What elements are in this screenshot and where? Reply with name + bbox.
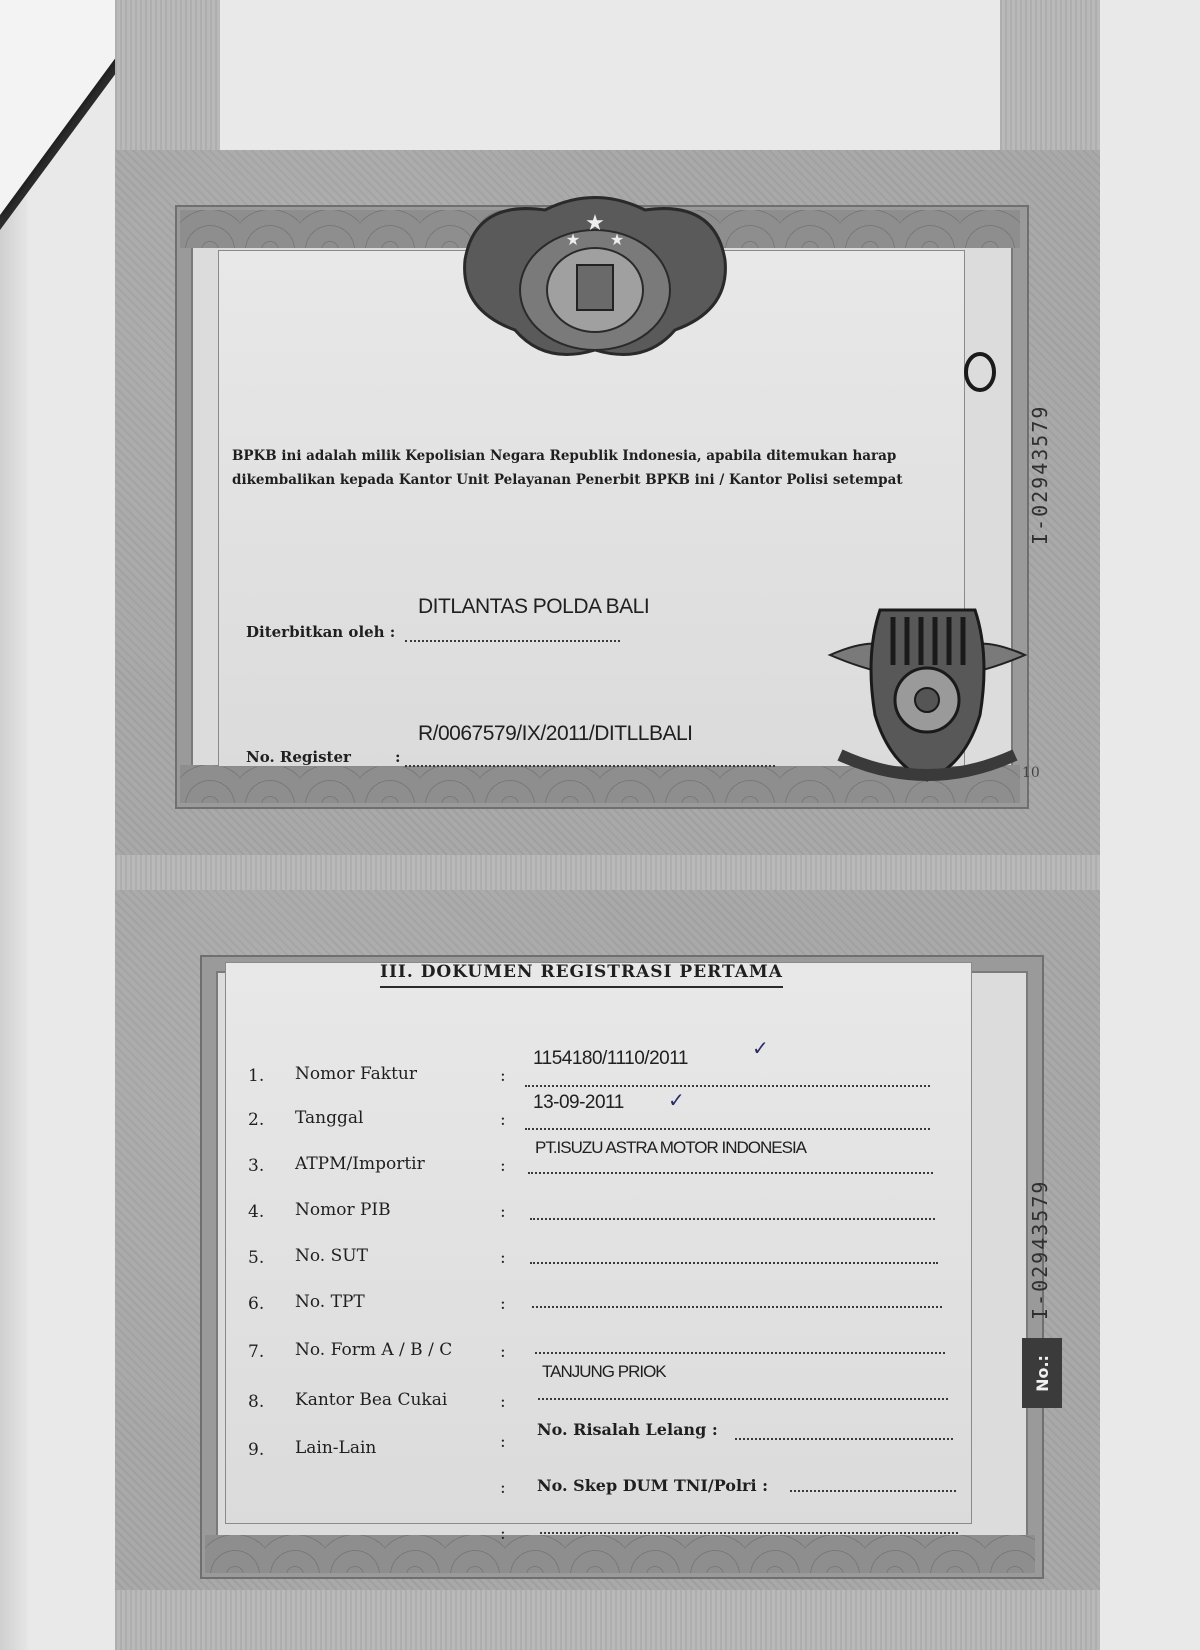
issued-by-label: Diterbitkan oleh : [246, 623, 396, 641]
row-colon: : [500, 1156, 506, 1176]
row-dotted-line [538, 1398, 948, 1400]
top-serial-number: I-02943579 [1028, 404, 1052, 545]
row-label-nomor-pib: Nomor PIB [295, 1200, 391, 1220]
row-number: 4. [248, 1202, 265, 1222]
issued-by-dotted-line [405, 640, 620, 642]
scan-shadow-right [1000, 0, 1100, 150]
risalah-lelang-label: No. Risalah Lelang : [537, 1420, 718, 1439]
row-dotted-line [540, 1532, 958, 1534]
row-colon: : [500, 1202, 506, 1222]
row-colon: : [500, 1432, 506, 1452]
row-dotted-line [528, 1172, 933, 1174]
check-mark-icon: ✓ [752, 1036, 769, 1060]
row-colon: : [500, 1478, 506, 1498]
svg-text:★: ★ [609, 230, 625, 249]
nomor-faktur-value: 1154180/1110/2011 [533, 1048, 688, 1069]
section-heading: III. DOKUMEN REGISTRASI PERTAMA [380, 962, 783, 988]
row-label-no-sut: No. SUT [295, 1246, 368, 1266]
punch-hole-ring [960, 350, 1000, 395]
row-number: 6. [248, 1294, 265, 1314]
row-number: 2. [248, 1110, 265, 1130]
scan-shadow-left [115, 0, 220, 150]
row-number: 9. [248, 1440, 265, 1460]
issued-by-value: DITLANTAS POLDA BALI [418, 595, 650, 618]
row-colon: : [500, 1392, 506, 1412]
row-colon: : [500, 1294, 506, 1314]
svg-text:★: ★ [565, 230, 581, 249]
row-colon: : [500, 1066, 506, 1086]
scan-gap-strip [115, 855, 1100, 895]
ownership-statement-line-2: dikembalikan kepada Kantor Unit Pelayanan Penerbit BPKB ini / Kantor Polisi setempat [232, 472, 903, 488]
row-dotted-line [532, 1306, 942, 1308]
atpm-importir-value: PT.ISUZU ASTRA MOTOR INDONESIA [535, 1138, 807, 1157]
row-label-atpm-importir: ATPM/Importir [295, 1154, 425, 1174]
svg-text:★: ★ [585, 211, 605, 236]
row-dotted-line [530, 1218, 935, 1220]
row-label-nomor-faktur: Nomor Faktur [295, 1064, 417, 1084]
row-colon: : [500, 1248, 506, 1268]
top-page-marker: 10 [1022, 765, 1040, 781]
skep-dum-label: No. Skep DUM TNI/Polri : [537, 1476, 769, 1495]
row-label-tanggal: Tanggal [295, 1108, 364, 1128]
row-dotted-line [525, 1128, 930, 1130]
row-label-kantor-bea-cukai: Kantor Bea Cukai [295, 1390, 448, 1410]
register-dotted-line [405, 765, 775, 767]
register-colon: : [395, 748, 401, 766]
number-tab-label: No.: [1032, 1354, 1052, 1392]
row-dotted-line [535, 1352, 945, 1354]
row-number: 8. [248, 1392, 265, 1412]
row-label-lain-lain: Lain-Lain [295, 1438, 377, 1458]
row-dotted-line [530, 1262, 938, 1264]
risalah-dotted-line [735, 1438, 953, 1440]
check-mark-icon: ✓ [668, 1088, 685, 1112]
row-number: 5. [248, 1248, 265, 1268]
tanggal-value: 13-09-2011 [533, 1092, 624, 1113]
row-number: 3. [248, 1156, 265, 1176]
row-dotted-line [525, 1085, 930, 1087]
row-label-no-tpt: No. TPT [295, 1292, 365, 1312]
row-number: 1. [248, 1066, 265, 1086]
police-emblem-seal [455, 190, 735, 370]
row-colon: : [500, 1524, 506, 1544]
row-colon: : [500, 1110, 506, 1130]
skep-dotted-line [790, 1490, 956, 1492]
bottom-serial-number: I-02943579 [1028, 1179, 1052, 1320]
traffic-police-badge [825, 595, 1030, 795]
number-tab [1022, 1338, 1062, 1408]
paper-edge [0, 0, 28, 1650]
register-label: No. Register [246, 748, 351, 766]
row-label-no-form: No. Form A / B / C [295, 1340, 453, 1360]
row-number: 7. [248, 1342, 265, 1362]
ownership-statement-line-1: BPKB ini adalah milik Kepolisian Negara Republik Indonesia, apabila ditemukan harap [232, 448, 897, 464]
scan-shadow-bottom [115, 1590, 1100, 1650]
row-colon: : [500, 1342, 506, 1362]
register-value: R/0067579/IX/2011/DITLLBALI [418, 722, 693, 745]
kantor-bea-cukai-value: TANJUNG PRIOK [542, 1362, 666, 1381]
registration-guilloche-bottom [205, 1535, 1035, 1573]
